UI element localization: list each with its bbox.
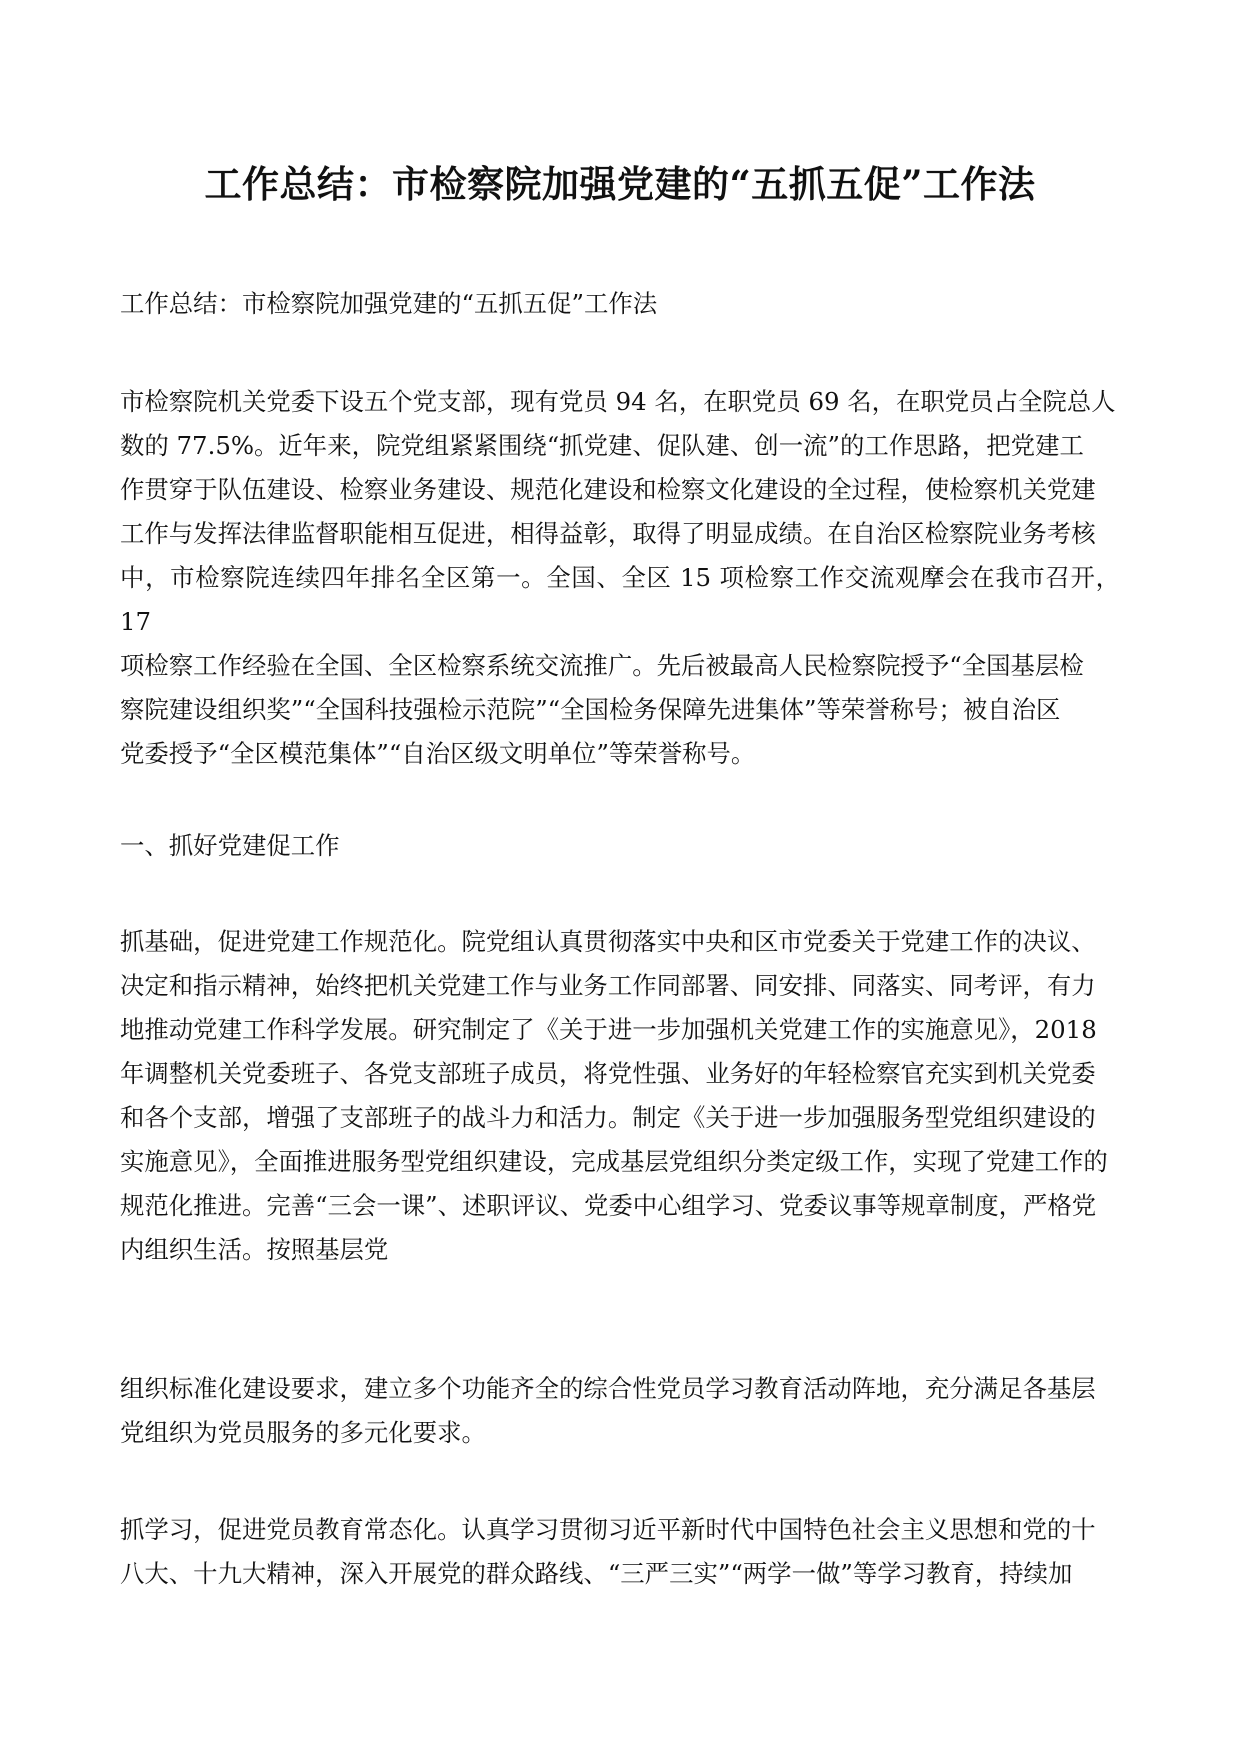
document-title: 工作总结：市检察院加强党建的“五抓五促”工作法 (204, 162, 1036, 206)
paragraph-standardization: 组织标准化建设要求，建立多个功能齐全的综合性党员学习教育活动阵地，充分满足各基层 党组织为党员服务的多元化要求。 (120, 1374, 1096, 1447)
paragraph-intro: 市检察院机关党委下设五个党支部，现有党员 94 名，在职党员 69 名，在职党员占全院总人 数的 77.5%。近年来，院党组紧紧围绕“抓党建、促队建、创一流”的工作思路，把党建工 作贯穿于队伍建设、检察业务建设、规范化建设和检察文化建设的全过程，使检察机关党建 工作与发挥法律监督职能相互促进，相得益彰，取得了明显成绩。在自治区检察院业务考核 中，市检察院连续四年排名全区第一。全国、全区 15 项检察工作交流观摩会在我市召开，17 项检察工作经验在全国、全区检察系统交流推广。先后被最高人民检察院授予“全国基层检 察院建设组织奖”“全国科技强检示范院”“全国检务保障先进集体”等荣誉称号；被自治区 党委授予“全区模范集体”“自治区级文明单位”等荣誉称号。 (120, 387, 1120, 768)
paragraph-foundation: 抓基础，促进党建工作规范化。院党组认真贯彻落实中央和区市党委关于党建工作的决议、 决定和指示精神，始终把机关党建工作与业务工作同部署、同安排、同落实、同考评，有力 地推动党建工作科学发展。研究制定了《关于进一步加强机关党建工作的实施意见》，2018 年调整机关党委班子、各党支部班子成员，将党性强、业务好的年轻检察官充实到机关党委 和各个支部，增强了支部班子的战斗力和活力。制定《关于进一步加强服务型党组织建设的 实施意见》，全面推进服务型党组织建设，完成基层党组织分类定级工作，实现了党建工作的 规范化推进。完善“三会一课”、述职评议、党委中心组学习、党委议事等规章制度，严格党 内组织生活。按照基层党 (120, 927, 1108, 1264)
paragraph-learning: 抓学习，促进党员教育常态化。认真学习贯彻习近平新时代中国特色社会主义思想和党的十 八大、十九大精神，深入开展党的群众路线、“三严三实”“两学一做”等学习教育，持续加 (120, 1515, 1096, 1588)
document-subtitle: 工作总结：市检察院加强党建的“五抓五促”工作法 (120, 289, 658, 318)
section-heading: 一、抓好党建促工作 (120, 831, 340, 860)
